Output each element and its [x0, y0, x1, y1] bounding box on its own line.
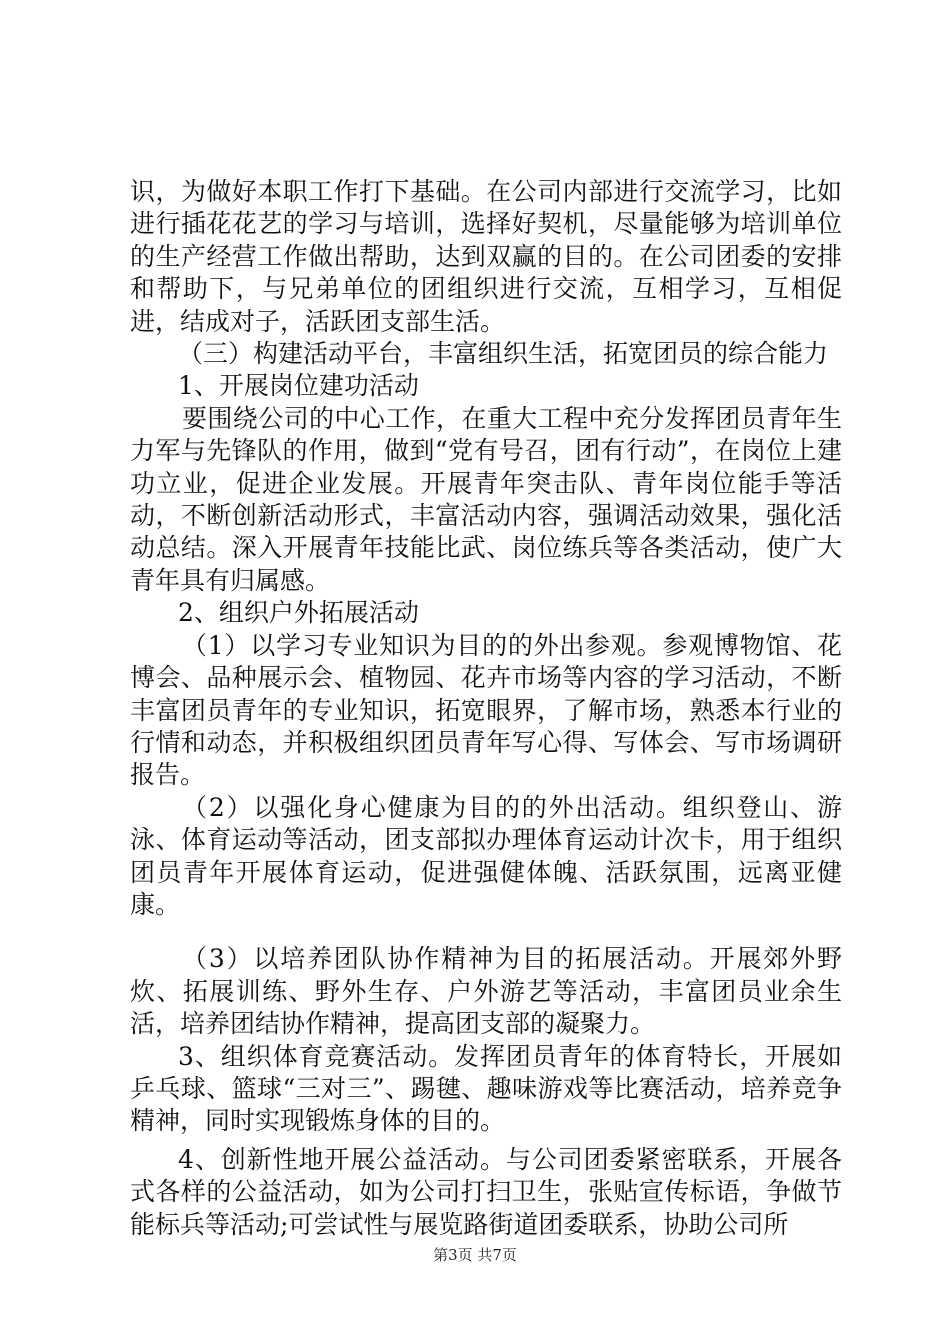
subheading-1: 1、开展岗位建功活动 — [178, 371, 419, 401]
document-body — [130, 176, 842, 1241]
paragraph-item-3: （3）以培养团队协作精神为目的拓展活动。开展郊外野炊、拓展训练、野外生存、户外游艺等活动，丰富团员业余生活，培养团结协作精神，提高团支部的凝聚力。 — [130, 944, 842, 1039]
paragraph-public-welfare: 4、创新性地开展公益活动。与公司团委紧密联系，开展各式各样的公益活动，如为公司打扫卫生，张贴宣传标语，争做节能标兵等活动;可尝试性与展览路街道团委联系，协助公司所 — [130, 1144, 842, 1239]
paragraph-item-2: （2）以强化身心健康为目的的外出活动。组织登山、游泳、体育运动等活动，团支部拟办理体育运动计次卡，用于组织团员青年开展体育运动，促进强健体魄、活跃氛围，远离亚健康。 — [130, 792, 842, 919]
section-heading-3: （三）构建活动平台，丰富组织生活，拓宽团员的综合能力 — [178, 339, 829, 369]
paragraph-continued: 识，为做好本职工作打下基础。在公司内部进行交流学习，比如进行插花花艺的学习与培训，选择好契机，尽量能够为培训单位的生产经营工作做出帮助，达到双赢的目的。在公司团委的安排和帮助下，与兄弟单位的团组织进行交流，互相学习，互相促进，结成对子，活跃团支部生活。 — [130, 177, 842, 336]
paragraph-post-building: 要围绕公司的中心工作，在重大工程中充分发挥团员青年生力军与先锋队的作用，做到“党有号召，团有行动”，在岗位上建功立业，促进企业发展。开展青年突击队、青年岗位能手等活动，不断创新活动形式，丰富活动内容，强调活动效果，强化活动总结。深入开展青年技能比武、岗位练兵等各类活动，使广大青年具有归属感。 — [130, 403, 842, 595]
paragraph-item-1: （1）以学习专业知识为目的的外出参观。参观博物馆、花博会、品种展示会、植物园、花卉市场等内容的学习活动，不断丰富团员青年的专业知识，拓宽眼界，了解市场，熟悉本行业的行情和动态，并积极组织团员青年写心得、写体会、写市场调研报告。 — [130, 630, 842, 790]
paragraph-sports: 3、组织体育竞赛活动。发挥团员青年的体育特长，开展如乒乓球、篮球“三对三”、踢毽、趣味游戏等比赛活动，培养竞争精神，同时实现锻炼身体的目的。 — [130, 1041, 842, 1136]
subheading-2: 2、组织户外拓展活动 — [178, 598, 419, 628]
page-footer: 第3页 共7页 — [433, 1246, 517, 1264]
